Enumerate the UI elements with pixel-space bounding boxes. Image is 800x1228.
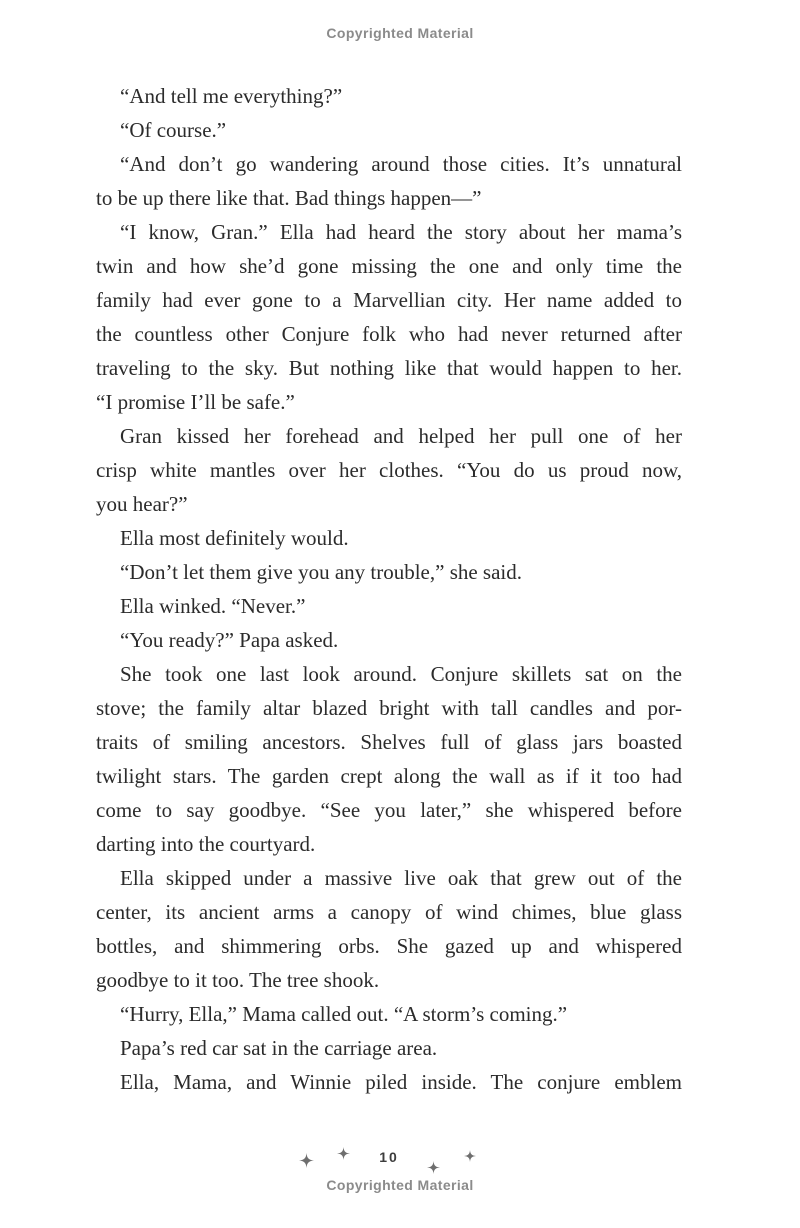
text-line: twilight stars. The garden crept along the wall as if it too had bbox=[96, 764, 682, 788]
text-line: to be up there like that. Bad things happen—” bbox=[96, 186, 482, 210]
text-line: crisp white mantles over her clothes. “You do us proud now, bbox=[96, 458, 682, 482]
text-line: “I know, Gran.” Ella had heard the story about her mama’s bbox=[120, 220, 682, 244]
text-line: the countless other Conjure folk who had never returned after bbox=[96, 322, 682, 346]
sparkle-plus-icon bbox=[464, 1149, 476, 1167]
text-line: family had ever gone to a Marvellian city. Her name added to bbox=[96, 288, 682, 312]
text-line: “Hurry, Ella,” Mama called out. “A storm’s coming.” bbox=[120, 1002, 568, 1026]
text-line: bottles, and shimmering orbs. She gazed up and whispered bbox=[96, 934, 682, 958]
text-line: traits of smiling ancestors. Shelves full of glass jars boasted bbox=[96, 730, 682, 754]
text-line: come to say goodbye. “See you later,” she whispered before bbox=[96, 798, 682, 822]
sparkle-plus-icon bbox=[299, 1153, 314, 1173]
text-line: She took one last look around. Conjure skillets sat on the bbox=[120, 662, 682, 686]
text-line: stove; the family altar blazed bright with tall candles and por- bbox=[96, 696, 682, 720]
text-line: goodbye to it too. The tree shook. bbox=[96, 968, 380, 992]
text-line: twin and how she’d gone missing the one and only time the bbox=[96, 254, 682, 278]
text-line: “You ready?” Papa asked. bbox=[120, 628, 339, 652]
copyright-notice-bottom: Copyrighted Material bbox=[326, 1177, 474, 1193]
text-line: Ella winked. “Never.” bbox=[120, 594, 306, 618]
page-text bbox=[96, 79, 682, 1099]
text-line: Ella skipped under a massive live oak that grew out of the bbox=[120, 866, 682, 890]
text-line: you hear?” bbox=[96, 492, 188, 516]
page-number: 10 bbox=[379, 1149, 399, 1165]
text-line: Gran kissed her forehead and helped her pull one of her bbox=[120, 424, 682, 448]
text-line: Ella, Mama, and Winnie piled inside. The conjure emblem bbox=[120, 1070, 682, 1094]
text-line: Ella most definitely would. bbox=[120, 526, 349, 550]
copyright-notice-top: Copyrighted Material bbox=[326, 25, 474, 41]
text-line: “I promise I’ll be safe.” bbox=[96, 390, 295, 414]
text-line: “Of course.” bbox=[120, 118, 227, 142]
text-line: “And tell me everything?” bbox=[120, 84, 343, 108]
text-line: “And don’t go wandering around those cities. It’s unnatural bbox=[120, 152, 682, 176]
text-line: darting into the courtyard. bbox=[96, 832, 316, 856]
text-line: traveling to the sky. But nothing like that would happen to her. bbox=[96, 356, 682, 380]
text-line: center, its ancient arms a canopy of wind chimes, blue glass bbox=[96, 900, 682, 924]
text-line: Papa’s red car sat in the carriage area. bbox=[120, 1036, 438, 1060]
sparkle-plus-icon bbox=[337, 1147, 350, 1165]
text-line: “Don’t let them give you any trouble,” she said. bbox=[120, 560, 523, 584]
